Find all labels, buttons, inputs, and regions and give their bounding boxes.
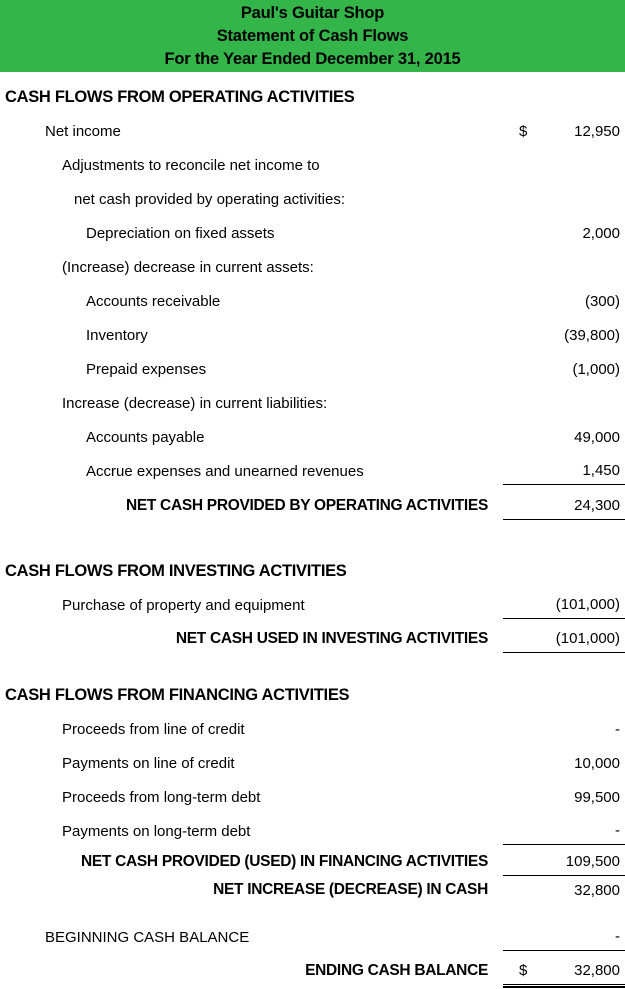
amount-value: 24,300 — [574, 497, 620, 514]
row-adjustments-line1 — [0, 148, 625, 182]
row-label: Depreciation on fixed assets — [86, 224, 275, 242]
row-amount — [503, 424, 625, 450]
row-current-assets-header — [0, 250, 625, 284]
row-label: (Increase) decrease in current assets: — [62, 258, 314, 276]
report-header — [0, 0, 625, 72]
row-amount — [503, 118, 625, 144]
amount-value: 49,000 — [574, 428, 620, 446]
row-amount — [503, 220, 625, 246]
row-label: NET CASH PROVIDED (USED) IN FINANCING ACTIVITIES — [81, 853, 488, 870]
row-adjustments-line2 — [0, 182, 625, 216]
row-label: Accounts receivable — [86, 292, 221, 310]
amount-value: (300) — [584, 292, 620, 310]
row-amount — [503, 458, 625, 485]
row-amount — [503, 924, 625, 951]
amount-value: 109,500 — [565, 853, 620, 870]
row-label: Proceeds from long-term debt — [62, 788, 261, 806]
row-amount — [503, 493, 625, 520]
section-heading: CASH FLOWS FROM FINANCING ACTIVITIES — [5, 685, 350, 704]
row-accounts-receivable — [0, 284, 625, 318]
row-inventory — [0, 318, 625, 352]
row-amount — [503, 958, 625, 985]
amount-value: 2,000 — [582, 224, 620, 242]
section-operating-activities — [0, 80, 625, 114]
row-amount — [503, 716, 625, 742]
amount-value: 10,000 — [574, 754, 620, 772]
amount-value: (39,800) — [564, 326, 620, 344]
amount-value: - — [615, 822, 620, 839]
row-label: BEGINNING CASH BALANCE — [45, 928, 250, 946]
amount-value: 12,950 — [574, 122, 620, 140]
amount-value: (101,000) — [555, 596, 620, 613]
row-amount — [503, 784, 625, 810]
section-heading: CASH FLOWS FROM OPERATING ACTIVITIES — [5, 87, 355, 106]
amount-value: (1,000) — [572, 360, 620, 378]
section-investing-activities — [0, 554, 625, 588]
dollar-sign: $ — [519, 962, 528, 979]
row-ending-cash-balance — [0, 954, 625, 988]
section-heading: CASH FLOWS FROM INVESTING ACTIVITIES — [5, 561, 347, 580]
row-label: net cash provided by operating activities: — [74, 190, 345, 208]
row-label: Payments on line of credit — [62, 754, 235, 772]
row-net-cash-operating — [0, 488, 625, 524]
report-period: For the Year Ended December 31, 2015 — [164, 49, 461, 68]
spacer — [0, 524, 625, 554]
dollar-sign: $ — [519, 122, 528, 140]
row-label: NET CASH USED IN INVESTING ACTIVITIES — [175, 630, 488, 647]
row-net-income — [0, 114, 625, 148]
row-current-liabilities-header — [0, 386, 625, 420]
row-prepaid-expenses — [0, 352, 625, 386]
amount-value: 32,800 — [574, 881, 620, 899]
row-amount — [503, 818, 625, 845]
row-label: Accrue expenses and unearned revenues — [86, 462, 364, 480]
spacer — [0, 656, 625, 678]
report-subtitle: Statement of Cash Flows — [216, 26, 409, 45]
amount-value: 32,800 — [574, 962, 620, 979]
section-financing-activities — [0, 678, 625, 712]
row-label: Increase (decrease) in current liabilities: — [62, 394, 328, 412]
row-proceeds-long-term-debt — [0, 780, 625, 814]
row-label: Adjustments to reconcile net income to — [62, 156, 320, 174]
amount-value: 99,500 — [574, 788, 620, 806]
row-purchase-property — [0, 588, 625, 622]
row-amount — [503, 288, 625, 314]
amount-value: (101,000) — [555, 630, 620, 647]
row-amount — [503, 877, 625, 903]
amount-value: 1,450 — [582, 462, 620, 479]
row-depreciation — [0, 216, 625, 250]
row-label: Inventory — [86, 326, 148, 344]
row-payments-line-of-credit — [0, 746, 625, 780]
row-net-cash-financing — [0, 848, 625, 876]
row-label: Accounts payable — [86, 428, 205, 446]
row-accounts-payable — [0, 420, 625, 454]
row-amount — [503, 592, 625, 619]
row-label: NET CASH PROVIDED BY OPERATING ACTIVITIES — [125, 497, 488, 514]
amount-value: - — [615, 720, 620, 738]
row-amount — [503, 356, 625, 382]
row-beginning-cash-balance — [0, 920, 625, 954]
statement-body — [0, 72, 625, 988]
row-amount — [503, 626, 625, 653]
row-proceeds-line-of-credit — [0, 712, 625, 746]
row-amount — [503, 322, 625, 348]
row-payments-long-term-debt — [0, 814, 625, 848]
row-label: Payments on long-term debt — [62, 822, 251, 840]
row-net-cash-investing — [0, 622, 625, 656]
row-label: Net income — [45, 122, 121, 140]
row-label: Proceeds from line of credit — [62, 720, 245, 738]
report-title: Paul's Guitar Shop — [240, 3, 385, 22]
amount-value: - — [615, 928, 620, 945]
row-amount — [503, 849, 625, 876]
row-amount — [503, 750, 625, 776]
spacer — [0, 904, 625, 920]
row-label: Purchase of property and equipment — [62, 596, 305, 614]
row-label: Prepaid expenses — [86, 360, 207, 378]
row-label: ENDING CASH BALANCE — [305, 962, 488, 979]
row-accrued-expenses — [0, 454, 625, 488]
row-net-increase-in-cash — [0, 876, 625, 904]
row-label: NET INCREASE (DECREASE) IN CASH — [213, 881, 488, 898]
